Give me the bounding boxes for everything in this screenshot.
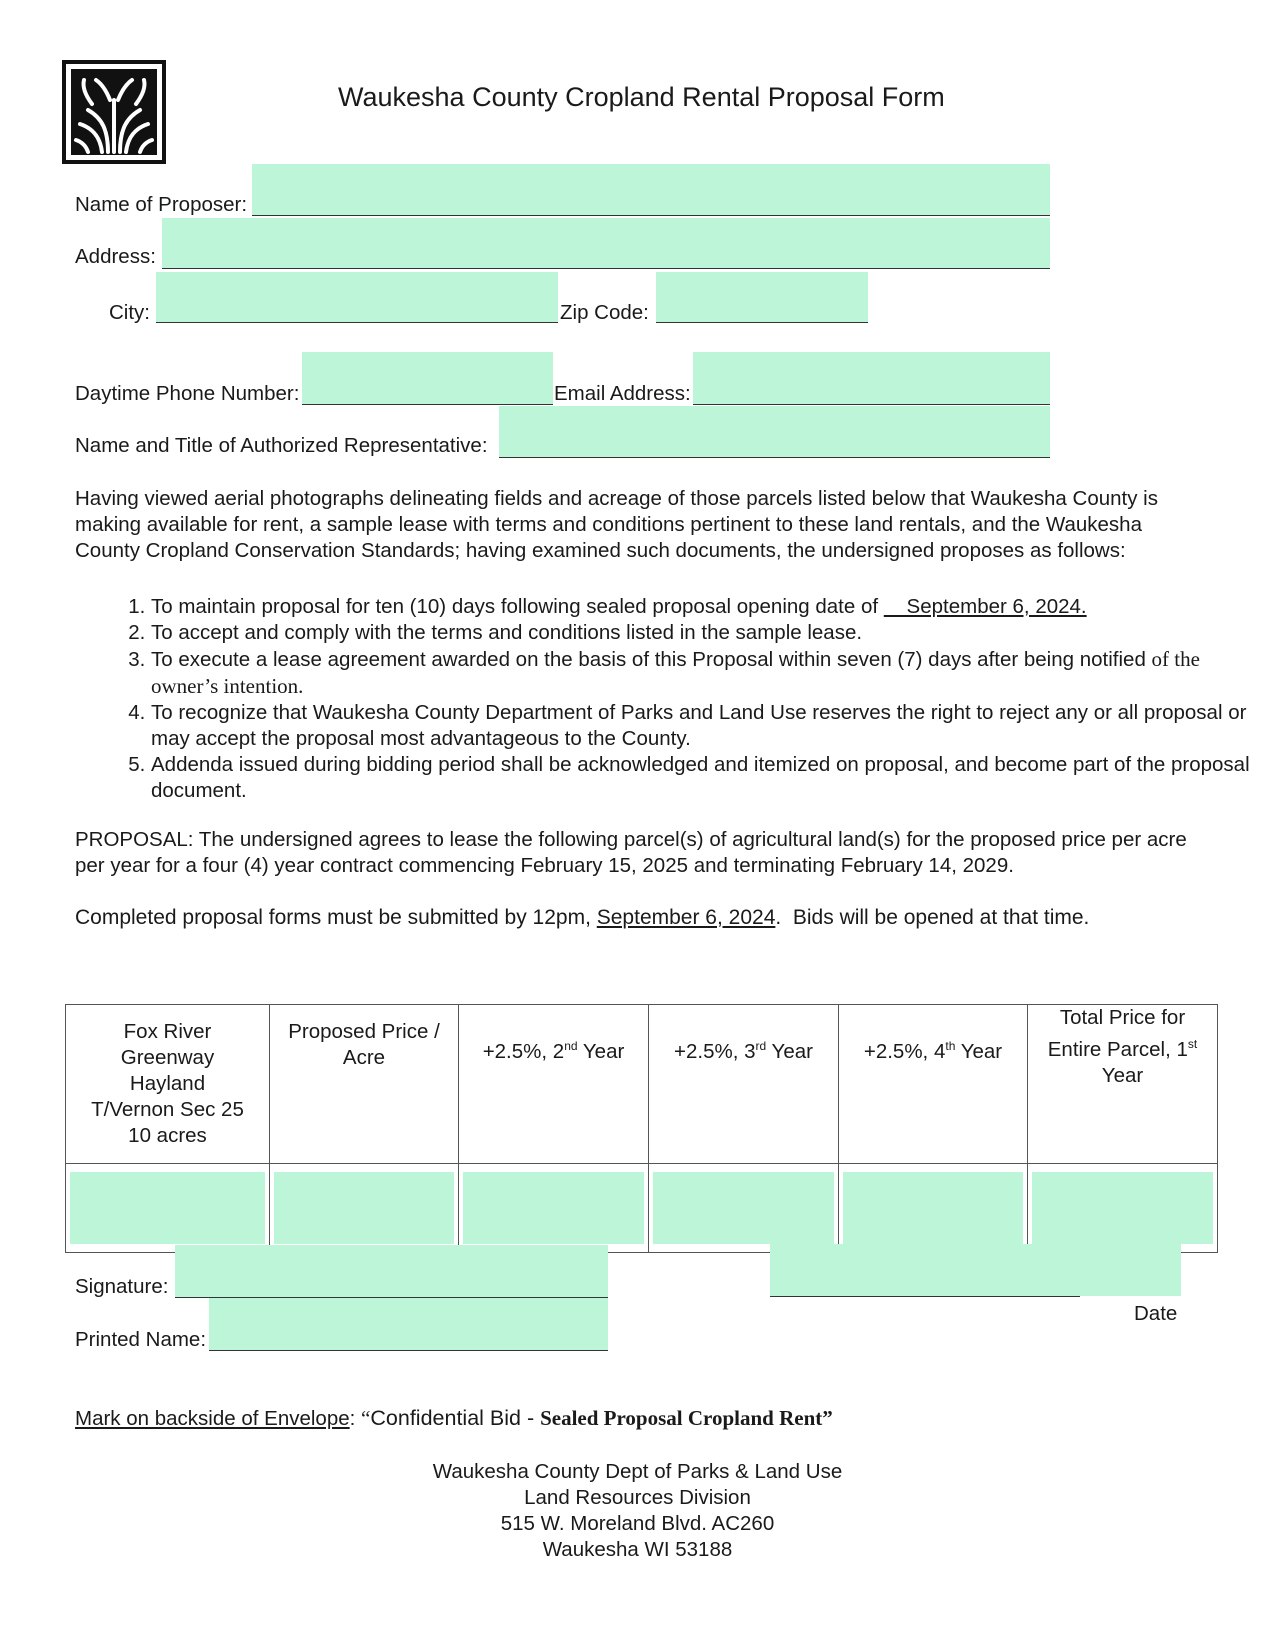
signature-label: Signature:: [75, 1275, 169, 1298]
address-field[interactable]: [162, 218, 1050, 268]
envelope-instruction: Mark on backside of Envelope: “Confidential Bid - Sealed Proposal Cropland Rent”: [75, 1406, 833, 1430]
form-title: Waukesha County Cropland Rental Proposal Form: [338, 82, 945, 112]
printed-name-label: Printed Name:: [75, 1328, 207, 1351]
date-underline: [770, 1296, 1080, 1297]
deadline-date: September 6, 2024: [596, 906, 776, 929]
printed-name-underline: [209, 1350, 608, 1351]
year4-input[interactable]: [843, 1172, 1023, 1244]
city-label: City:: [109, 301, 150, 324]
representative-underline: [499, 457, 1050, 458]
list-item: 3. To execute a lease agreement awarded on the basis of this Proposal within seven (7) days after being notified of the owner’s intention.: [151, 646, 1271, 700]
list-item: 4. To recognize that Waukesha County Department of Parks and Land Use reserves the right to reject any or all proposal or may accept the proposal most advantageous to the County.: [151, 700, 1271, 752]
year3-input[interactable]: [653, 1172, 834, 1244]
signature-field[interactable]: [175, 1245, 608, 1297]
email-field[interactable]: [693, 352, 1050, 404]
table-header-row: [66, 1005, 1218, 1164]
price-per-acre-input[interactable]: [274, 1172, 454, 1244]
year3-header: +2.5%, 3rd Year: [649, 1005, 839, 1164]
parcel-input[interactable]: [70, 1172, 265, 1244]
date-label: Date: [1134, 1302, 1178, 1325]
year2-input[interactable]: [463, 1172, 644, 1244]
parcel-header: Fox River Greenway Hayland T/Vernon Sec 25 10 acres: [66, 1005, 270, 1164]
city-underline: [156, 322, 558, 323]
email-underline: [693, 404, 1050, 405]
conditions-list: [75, 594, 1271, 804]
year4-header: +2.5%, 4th Year: [839, 1005, 1028, 1164]
representative-field[interactable]: [499, 406, 1050, 457]
date-field[interactable]: [770, 1244, 1181, 1296]
year2-header: +2.5%, 2nd Year: [459, 1005, 649, 1164]
total-price-input[interactable]: [1032, 1172, 1213, 1244]
proposer-name-field[interactable]: [252, 164, 1050, 215]
list-item: 1. To maintain proposal for ten (10) days following sealed proposal opening date of September 6, 2024.: [151, 594, 1271, 620]
address-label: Address:: [75, 245, 156, 268]
address-underline: [162, 268, 1050, 269]
proposal-paragraph: PROPOSAL: The undersigned agrees to lease the following parcel(s) of agricultural land(s) for the proposed price per acre per year for a four (4) year contract commencing February 15, 2025 and terminating February 14, 2029.: [75, 828, 1187, 877]
mailing-address: Waukesha County Dept of Parks & Land Use Land Resources Division 515 W. Moreland Blvd. AC260 Waukesha WI 53188: [432, 1460, 843, 1561]
printed-name-field[interactable]: [209, 1298, 608, 1350]
opening-date: September 6, 2024.: [883, 595, 1087, 618]
deadline-statement: Completed proposal forms must be submitted by 12pm, September 6, 2024. Bids will be opened at that time.: [75, 906, 1090, 929]
table-row: [66, 1164, 1218, 1253]
zip-label: Zip Code:: [560, 301, 649, 324]
county-logo: [62, 60, 166, 164]
total-price-header: Total Price for Entire Parcel, 1st Year: [1028, 1005, 1218, 1164]
price-per-acre-header: Proposed Price / Acre: [270, 1005, 459, 1164]
list-item: 2. To accept and comply with the terms and conditions listed in the sample lease.: [151, 620, 1271, 646]
bid-table: [65, 1004, 1218, 1253]
zip-underline: [656, 322, 868, 323]
email-label: Email Address:: [554, 382, 691, 405]
name-label: Name of Proposer:: [75, 193, 248, 216]
representative-label: Name and Title of Authorized Representative:: [75, 434, 488, 457]
tree-logo-icon: [62, 60, 166, 164]
list-item: 5. Addenda issued during bidding period shall be acknowledged and itemized on proposal, and become part of the proposal document.: [151, 752, 1271, 804]
name-underline: [252, 215, 1050, 216]
phone-label: Daytime Phone Number:: [75, 382, 300, 405]
intro-paragraph: Having viewed aerial photographs delineating fields and acreage of those parcels listed below that Waukesha County is making available for rent, a sample lease with terms and conditions pertinent to these land rentals, and the Waukesha County Cropland Conservation Standards; having examined such documents, the undersigned proposes as follows:: [75, 487, 1158, 562]
phone-field[interactable]: [302, 352, 553, 404]
zip-code-field[interactable]: [656, 272, 868, 322]
city-field[interactable]: [156, 272, 558, 322]
phone-underline: [302, 404, 553, 405]
